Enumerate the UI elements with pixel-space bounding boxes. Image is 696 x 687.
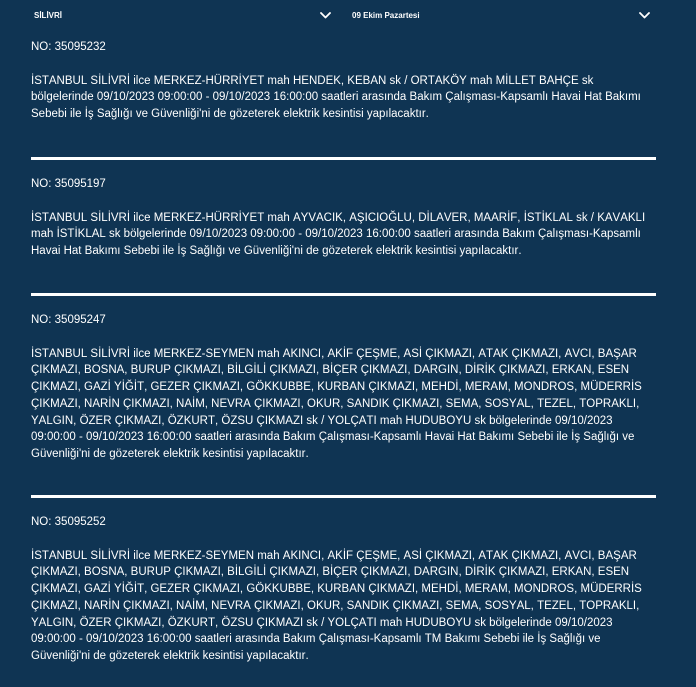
outage-number-prefix: NO: (31, 314, 52, 326)
outage-item (31, 39, 658, 123)
outage-number-value: 35095247 (54, 314, 106, 326)
outage-number-prefix: NO: (31, 178, 52, 190)
district-select-value: SİLİVRİ (34, 10, 63, 20)
outage-number (31, 39, 658, 56)
date-select-value: 09 Ekim Pazartesi (352, 10, 420, 20)
outage-description: İSTANBUL SİLİVRİ ilce MERKEZ-SEYMEN mah AKINCI, AKİF ÇEŞME, ASİ ÇIKMAZI, ATAK ÇIKMAZI, AVCI, BAŞAR ÇIKMAZI, BOSNA, BURUP ÇIKMAZI, BİLGİLİ ÇIKMAZI, BİÇER ÇIKMAZI, DARGIN, DİRİK ÇIKMAZI, ERKAN, ESEN ÇIKMAZI, GAZİ YİĞİT, GEZER ÇIKMAZI, GÖKKUBBE, KURBAN ÇIKMAZI, MEHDİ, MERAM, MONDROS, MÜDERRİS ÇIKMAZI, NARİN ÇIKMAZI, NAİM, NEVRA ÇIKMAZI, OKUR, SANDIK ÇIKMAZI, SEMA, SOSYAL, TEZEL, TOPRAKLI, YALGIN, ÖZER ÇIKMAZI, ÖZKURT, ÖZSU ÇIKMAZI sk / YOLÇATI mah HUDUBOYU sk bölgelerinde 09/10/2023 09:00:00 - 09/10/2023 16:00:00 saatleri arasında Bakım Çalışması-Kapsamlı Havai Hat Bakımı Sebebi ile İş Sağlığı ve Güvenliği'ni de gözeterek elektrik kesintisi yapılacaktır. (31, 347, 642, 460)
divider (31, 495, 656, 498)
outage-item (31, 514, 658, 665)
divider (31, 293, 656, 296)
date-select[interactable] (345, 0, 656, 30)
outage-number-value: 35095232 (54, 41, 106, 53)
outage-description: İSTANBUL SİLİVRİ ilce MERKEZ-HÜRRİYET mah HENDEK, KEBAN sk / ORTAKÖY mah MİLLET BAHÇE sk bölgelerinde 09/10/2023 09:00:00 - 09/10/2023 16:00:00 saatleri arasında Bakım Çalışması-Kapsamlı Havai Hat Bakımı Sebebi ile İş Sağlığı ve Güvenliği'ni de gözeterek elektrik kesintisi yapılacaktır. (31, 74, 641, 120)
outage-description: İSTANBUL SİLİVRİ ilce MERKEZ-SEYMEN mah AKINCI, AKİF ÇEŞME, ASİ ÇIKMAZI, ATAK ÇIKMAZI, AVCI, BAŞAR ÇIKMAZI, BOSNA, BURUP ÇIKMAZI, BİLGİLİ ÇIKMAZI, BİÇER ÇIKMAZI, DARGIN, DİRİK ÇIKMAZI, ERKAN, ESEN ÇIKMAZI, GAZİ YİĞİT, GEZER ÇIKMAZI, GÖKKUBBE, KURBAN ÇIKMAZI, MEHDİ, MERAM, MONDROS, MÜDERRİS ÇIKMAZI, NARİN ÇIKMAZI, NAİM, NEVRA ÇIKMAZI, OKUR, SANDIK ÇIKMAZI, SEMA, SOSYAL, TEZEL, TOPRAKLI, YALGIN, ÖZER ÇIKMAZI, ÖZKURT, ÖZSU ÇIKMAZI sk / YOLÇATI mah HUDUBOYU sk bölgelerinde 09/10/2023 09:00:00 - 09/10/2023 16:00:00 saatleri arasında Bakım Çalışması-Kapsamlı TM Bakımı Sebebi ile İş Sağlığı ve Güvenliği'ni de gözeterek elektrik kesintisi yapılacaktır. (31, 549, 642, 662)
outage-number-value: 35095252 (54, 516, 106, 528)
outage-number (31, 514, 658, 531)
chevron-down-icon[interactable] (639, 12, 650, 19)
outage-number (31, 312, 658, 329)
outage-number-value: 35095197 (54, 178, 106, 190)
chevron-down-icon[interactable] (320, 12, 331, 19)
outage-number-prefix: NO: (31, 41, 52, 53)
outage-number-prefix: NO: (31, 516, 52, 528)
divider (31, 157, 656, 160)
outage-number (31, 176, 658, 193)
outage-item (31, 176, 658, 260)
outage-item (31, 312, 658, 463)
outage-description: İSTANBUL SİLİVRİ ilce MERKEZ-HÜRRİYET mah AYVACIK, AŞICIOĞLU, DİLAVER, MAARİF, İSTİKLAL sk / KAVAKLI mah İSTİKLAL sk bölgelerinde 09/10/2023 09:00:00 - 09/10/2023 16:00:00 saatleri arasında Bakım Çalışması-Kapsamlı Havai Hat Bakımı Sebebi ile İş Sağlığı ve Güvenliği'ni de gözeterek elektrik kesintisi yapılacaktır. (31, 211, 646, 257)
district-select[interactable] (31, 0, 335, 30)
